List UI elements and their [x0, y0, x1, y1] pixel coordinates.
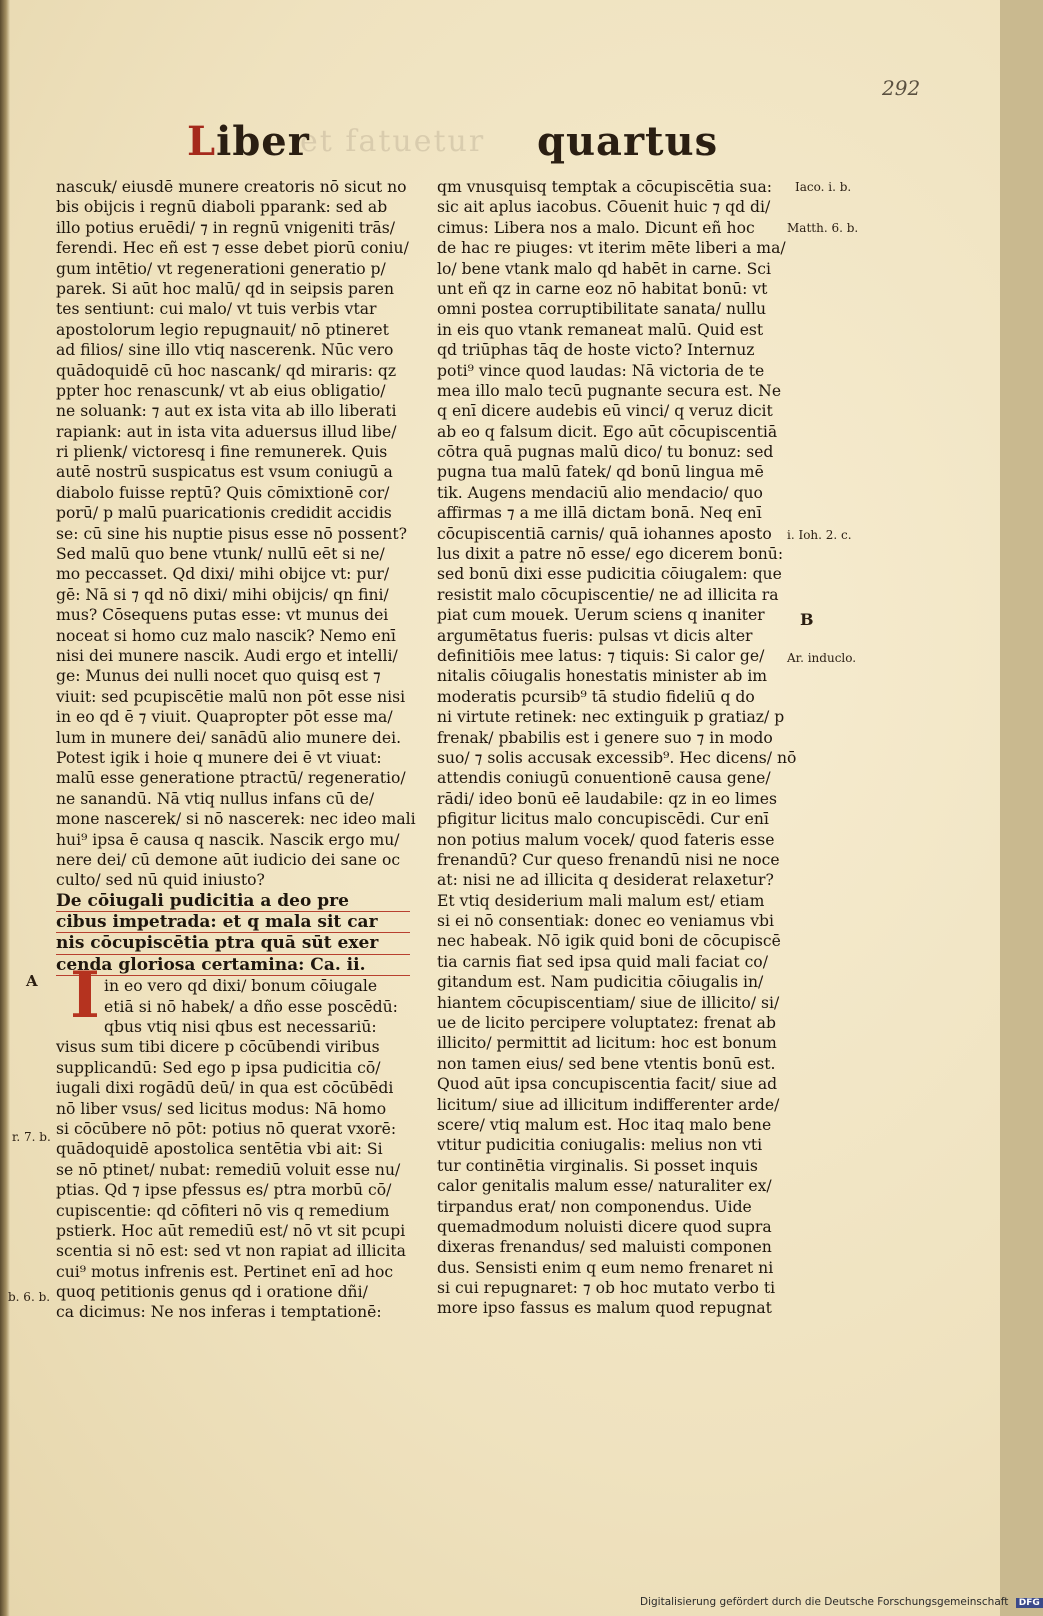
text-line: ca dicimus: Ne nos inferas i temptationē: — [56, 1303, 382, 1322]
text-line: pugna tua malū fatek/ qd bonū lingua mē — [437, 463, 764, 482]
text-line: ne soluank: ⁊ aut ex ista vita ab illo liberati — [56, 402, 397, 421]
text-line: Et vtiq desiderium mali malum est/ etiam — [437, 891, 765, 910]
text-line: dus. Sensisti enim q eum nemo frenaret ni — [437, 1258, 774, 1277]
header-liber-text: Liber — [187, 118, 310, 165]
text-line: Sed malū quo bene vtunk/ nullū eēt si ne/ — [56, 545, 385, 564]
text-line: gē: Nā si ⁊ qd nō dixi/ mihi obijcis/ qn fini/ — [56, 585, 389, 604]
text-line: mea illo malo tecū pugnante secura est. Ne — [437, 381, 782, 400]
text-line: lo/ bene vtank malo qd habēt in carne. Sci — [437, 259, 772, 278]
text-line: tia carnis fiat sed ipsa quid mali faciat co/ — [437, 952, 768, 971]
text-line: parek. Si aūt hoc malū/ qd in seipsis paren — [56, 279, 395, 298]
text-line: ne sanandū. Nā vtiq nullus infans cū de/ — [56, 789, 375, 808]
text-line: nitalis cōiugalis honestatis minister ab im — [437, 667, 768, 686]
text-line: argumētatus fueris: pulsas vt dicis alter — [437, 626, 753, 645]
text-line: at: nisi ne ad illicita q desiderat relaxetur? — [437, 871, 774, 890]
text-line: nec habeak. Nō igik quid boni de cōcupiscē — [437, 932, 781, 951]
text-line: more ipso fassus es malum quod repugnat — [437, 1299, 772, 1318]
text-line: ue de licito percipere voluptatez: frenat ab — [437, 1014, 776, 1033]
text-line: ferendi. Hec eñ est ⁊ esse debet piorū coniu/ — [56, 239, 409, 258]
text-line: frenak/ pbabilis est i genere suo ⁊ in modo — [437, 728, 773, 747]
text-line: quādoquidē apostolica sentētia vbi ait: Si — [56, 1140, 383, 1159]
text-line: quoq petitionis genus qd i oratione dñi/ — [56, 1283, 368, 1302]
text-line: scentia si nō est: sed vt non rapiat ad illicita — [56, 1242, 406, 1261]
text-line: quādoquidē cū hoc nascank/ qd miraris: qz — [56, 361, 397, 380]
text-line: porū/ p malū puaricationis credidit accidis — [56, 504, 392, 523]
text-line: illicito/ permittit ad licitum: hoc est bonum — [437, 1034, 777, 1053]
text-line: definitiōis mee latus: ⁊ tiquis: Si calor ge/ — [437, 646, 765, 665]
text-line: tirpandus erat/ non componendus. Uide — [437, 1197, 752, 1216]
text-line: qd triūphas tāq de hoste victo? Internuz — [437, 341, 755, 360]
rubric-line: nis cōcupiscētia ptra quā sūt exer — [56, 933, 410, 954]
text-line: etiā si nō habek/ a dño esse poscēdū: — [104, 997, 398, 1016]
left-column-lines-after-rubric — [56, 976, 410, 1323]
margin-note-b6b: b. 6. b. — [8, 1290, 51, 1304]
margin-note-matth: Matth. 6. b. — [787, 221, 859, 235]
text-line: cupiscentie: qd cōfiteri nō vis q remedium — [56, 1201, 390, 1220]
text-line: calor genitalis malum esse/ naturaliter ex/ — [437, 1177, 772, 1196]
text-line: nere dei/ cū demone aūt iudicio dei sane oc — [56, 850, 401, 869]
text-line: dixeras frenandus/ sed maluisti componen — [437, 1238, 772, 1257]
text-line: nō liber vsus/ sed licitus modus: Nā homo — [56, 1099, 387, 1118]
text-line: licitum/ siue ad illicitum indifferenter arde/ — [437, 1095, 780, 1114]
text-line: cōcupiscentiā carnis/ quā iohannes aposto — [437, 524, 772, 543]
text-line: mo peccasset. Qd dixi/ mihi obijce vt: pur/ — [56, 565, 390, 584]
margin-note-r7b: r. 7. b. — [12, 1130, 51, 1144]
text-line: Quod aūt ipsa concupiscentia facit/ siue ad — [437, 1075, 778, 1094]
digitization-credit — [640, 1596, 1043, 1608]
text-line: pfigitur licitus malo concupiscēdi. Cur enī — [437, 810, 769, 829]
text-line: suo/ ⁊ solis accusak excessib⁹. Hec dicens/ nō — [437, 748, 797, 767]
text-line: ppter hoc renascunk/ vt ab eius obligatio/ — [56, 381, 386, 400]
digitization-credit-text: Digitalisierung gefördert durch die Deutsche Forschungsgemeinschaft — [640, 1596, 1009, 1608]
text-line: cōtra quā pugnas malū dico/ tu bonuz: sed — [437, 443, 774, 462]
text-line: se: cū sine his nuptie pisus esse nō possent? — [56, 524, 407, 543]
text-line: ad filios/ sine illo vtiq nascerenk. Nūc vero — [56, 341, 394, 360]
text-line: in eo qd ē ⁊ viuit. Quapropter pōt esse ma/ — [56, 708, 393, 727]
left-column-lines — [56, 177, 416, 891]
text-line: de hac re piuges: vt iterim mēte liberi a ma/ — [437, 239, 786, 258]
text-line: sic ait aplus iacobus. Cōuenit huic ⁊ qd di/ — [437, 198, 771, 217]
rubric-line: cibus impetrada: et q mala sit car — [56, 912, 410, 933]
text-line: visus sum tibi dicere p cōcūbendi viribus — [56, 1038, 380, 1057]
header-quartus: quartus — [537, 118, 719, 165]
text-line: Potest igik i hoie q munere dei ē vt viuat: — [56, 748, 382, 767]
text-line: in eis quo vtank remaneat malū. Quid est — [437, 320, 764, 339]
text-line: piat cum mouek. Uerum sciens q inaniter — [437, 606, 765, 625]
chapter-rubric — [56, 891, 410, 977]
text-line: q enī dicere audebis eū vinci/ q veruz dicit — [437, 402, 773, 421]
red-drop-capital: I — [70, 958, 100, 1033]
text-line: frenandū? Cur queso frenandū nisi ne noce — [437, 850, 780, 869]
text-line: hiantem cōcupiscentiam/ siue de illicito/ si/ — [437, 993, 780, 1012]
text-line: se nō ptinet/ nubat: remediū voluit esse nu/ — [56, 1160, 401, 1179]
header-showthrough-text: et fatuetur — [300, 124, 486, 159]
rubric-line: cenda gloriosa certamina: Ca. ii. — [56, 955, 410, 976]
text-line: ge: Munus dei nulli nocet quo quisq est ⁊ — [56, 667, 381, 686]
text-line: mone nascerek/ si nō nascerek: nec ideo mali — [56, 810, 416, 829]
text-line: culto/ sed nū quid iniusto? — [56, 871, 265, 890]
text-line: rādi/ ideo bonū eē laudabile: qz in eo limes — [437, 789, 778, 808]
text-line: non potius malum vocek/ quod fateris esse — [437, 830, 775, 849]
margin-note-ar: Ar. induclo. — [787, 651, 857, 665]
text-line: attendis coniugū conuentionē causa gene/ — [437, 769, 771, 788]
text-line: lum in munere dei/ sanādū alio munere dei. — [56, 728, 402, 747]
text-line: cimus: Libera nos a malo. Dicunt eñ hoc — [437, 218, 755, 237]
text-line: apostolorum legio repugnauit/ nō ptineret — [56, 320, 389, 339]
margin-note-letter-b: B — [800, 610, 814, 629]
text-line: autē nostrū suspicatus est vsum coniugū a — [56, 463, 393, 482]
book-spine-shadow — [0, 0, 10, 1616]
header-liber — [187, 118, 310, 165]
text-line: diabolo fuisse reptū? Quis cōmixtionē cor/ — [56, 483, 390, 502]
text-line: supplicandū: Sed ego p ipsa pudicitia cō/ — [56, 1058, 381, 1077]
text-line: gum intētio/ vt regenerationi generatio p/ — [56, 259, 386, 278]
text-line: gitandum est. Nam pudicitia cōiugalis in/ — [437, 973, 764, 992]
text-line: mus? Cōsequens putas esse: vt munus dei — [56, 606, 389, 625]
text-line: poti⁹ vince quod laudas: Nā victoria de te — [437, 361, 765, 380]
text-line: affirmas ⁊ a me illā dictam bonā. Neq enī — [437, 504, 762, 523]
header-liber-initial: L — [187, 118, 217, 165]
margin-note-letter-a: A — [26, 972, 38, 990]
text-line: qbus vtiq nisi qbus est necessariū: — [104, 1018, 377, 1037]
text-line: tur continētia virginalis. Si posset inquis — [437, 1156, 758, 1175]
margin-note-ioh: i. Ioh. 2. c. — [787, 528, 852, 542]
text-line: illo potius eruēdi/ ⁊ in regnū vnigeniti trās/ — [56, 218, 396, 237]
text-line: quemadmodum noluisti dicere quod supra — [437, 1217, 772, 1236]
text-line: tes sentiunt: cui malo/ vt tuis verbis vtar — [56, 300, 377, 319]
text-line: hui⁹ ipsa ē causa q nascik. Nascik ergo mu/ — [56, 830, 400, 849]
text-line: rapiank: aut in ista vita aduersus illud libe/ — [56, 422, 397, 441]
text-line: ab eo q falsum dicit. Ego aūt cōcupiscentiā — [437, 422, 778, 441]
text-line: si cōcūbere nō pōt: potius nō querat vxorē: — [56, 1119, 397, 1138]
folio-number: 292 — [882, 76, 921, 100]
text-line: cui⁹ motus infrenis est. Pertinet enī ad hoc — [56, 1262, 394, 1281]
text-line: si ei nō consentiak: donec eo veniamus vbi — [437, 912, 774, 931]
text-line: noceat si homo cuz malo nascik? Nemo enī — [56, 626, 396, 645]
text-line: ri plienk/ victoresq i fine remunerek. Quis — [56, 443, 388, 462]
text-line: pstierk. Hoc aūt remediū est/ nō vt sit pcupi — [56, 1221, 406, 1240]
right-text-column — [437, 177, 797, 1319]
right-column-lines — [437, 177, 797, 1319]
text-line: ptias. Qd ⁊ ipse pfessus es/ ptra morbū cō/ — [56, 1181, 392, 1200]
text-line: in eo vero qd dixi/ bonum cōiugale — [104, 977, 378, 996]
text-line: iugali dixi rogādū deū/ in qua est cōcūbēdi — [56, 1079, 394, 1098]
text-line: tik. Augens mendaciū alio mendacio/ quo — [437, 483, 763, 502]
left-text-column — [56, 177, 416, 1323]
dfg-logo-badge: DFG — [1016, 1598, 1043, 1608]
margin-note-iaco: Iaco. i. b. — [795, 180, 852, 194]
text-line: qm vnusquisq temptak a cōcupiscētia sua: — [437, 178, 772, 196]
text-line: non tamen eius/ sed bene vtentis bonū est. — [437, 1054, 776, 1073]
text-line: ni virtute retinek: nec extinguik p gratiaz/ p — [437, 708, 785, 727]
text-line: si cui repugnaret: ⁊ ob hoc mutato verbo ti — [437, 1279, 776, 1298]
text-line: nisi dei munere nascik. Audi ergo et intelli/ — [56, 646, 398, 665]
text-line: unt eñ qz in carne eoz nō habitat bonū: vt — [437, 279, 768, 298]
running-header — [0, 112, 1000, 172]
text-line: moderatis pcursib⁹ tā studio fideliū q do — [437, 687, 755, 706]
text-line: malū esse generatione ptractū/ regeneratio/ — [56, 769, 406, 788]
text-line: lus dixit a patre nō esse/ ego dicerem bonū: — [437, 545, 784, 564]
text-line: vtitur pudicitia coniugalis: melius non vti — [437, 1136, 763, 1155]
text-line: omni postea corruptibilitate sanata/ nullu — [437, 300, 767, 319]
text-line: nascuk/ eiusdē munere creatoris nō sicut no — [56, 178, 407, 196]
text-line: sed bonū dixi esse pudicitia cōiugalem: que — [437, 565, 782, 584]
text-line: resistit malo cōcupiscentie/ ne ad illicita ra — [437, 585, 779, 604]
text-line: scere/ vtiq malum est. Hoc itaq malo bene — [437, 1115, 772, 1134]
text-line: bis obijcis i regnū diaboli pparank: sed ab — [56, 198, 388, 217]
rubric-line: De cōiugali pudicitia a deo pre — [56, 891, 410, 912]
text-line: viuit: sed pcupiscētie malū non pōt esse nisi — [56, 687, 406, 706]
